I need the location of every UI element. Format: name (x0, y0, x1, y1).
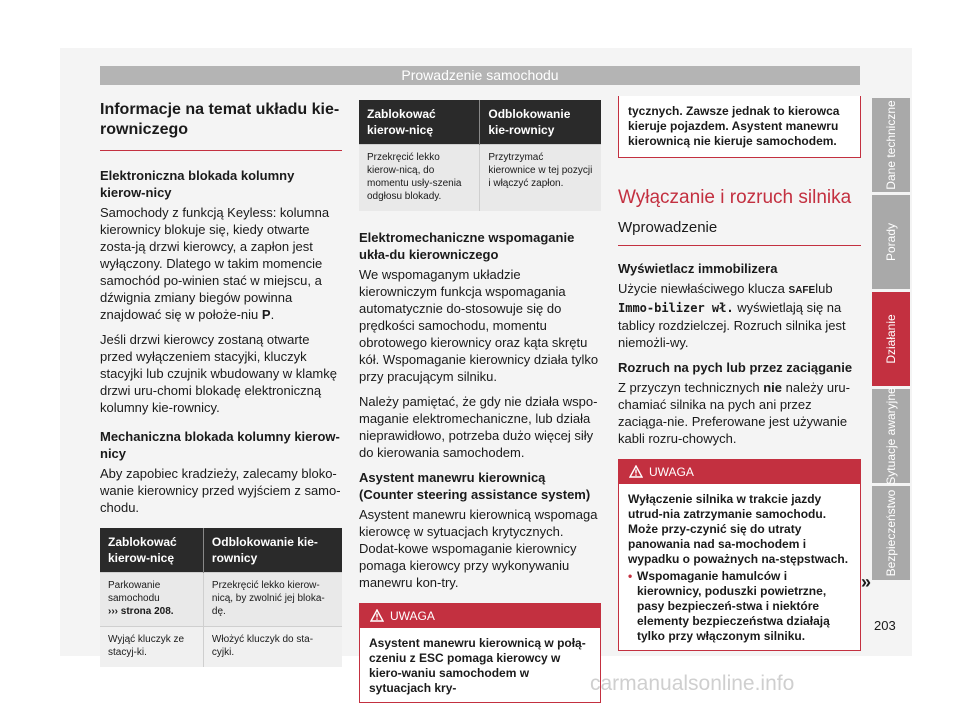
table-cell: Wyjąć kluczyk ze stacyj-ki. (100, 627, 203, 668)
immo-heading: Wyświetlacz immobilizera (618, 261, 778, 276)
push-start-heading: Rozruch na pych lub przez zaciąganie (618, 360, 853, 375)
chapter-title: Wyłączanie i rozruch silnika (618, 187, 852, 208)
table-cell: Włożyć kluczyk do sta-cyjki. (203, 627, 342, 668)
tab-sytuacje-awaryjne[interactable] (872, 389, 910, 483)
continue-arrow-icon: » (861, 572, 872, 592)
page-ref-link[interactable]: strona 208. (120, 606, 174, 617)
tab-porady[interactable] (872, 195, 910, 289)
table-header-lock: Zablokować kierow-nicę (100, 528, 203, 573)
bullet-text: Wspomaganie hamulców i kierownicy, poduszki powietrzne, pasy bezpieczeń-stwa i niektóre elementy bezpieczeństwa działają tylko przy włączonym silniku. (637, 569, 830, 643)
page-header: Prowadzenie samochodu (100, 66, 860, 85)
warning-label: UWAGA (649, 465, 694, 479)
gear-p: P (261, 307, 271, 322)
em-steering-heading: Elektromechaniczne wspomaganie ukła-du kierowniczego (359, 230, 575, 262)
immo-text-b: lub (815, 281, 833, 296)
warning-triangle-icon (370, 609, 384, 622)
table-row (359, 145, 601, 212)
table-row (100, 573, 342, 627)
warning-bullet (628, 569, 851, 644)
em-steering-paragraph-1: We wspomaganym układzie kierowniczym funkcja wspomagania automatycznie do-stosowuje się do prędkości samochodu, momentu obrotowego kierownicy oraz kąta skrętu kół. Wspomaganie kierownicy działa tylko przy pracującym silniku. (359, 267, 599, 384)
tab-label: Dane techniczne (884, 100, 898, 190)
warning-content (619, 484, 860, 650)
warning-header (619, 460, 860, 484)
table-row (100, 627, 342, 668)
column-3 (618, 96, 861, 651)
page-ref-marker: ››› (108, 606, 118, 617)
immo-paragraph (618, 280, 861, 351)
section-title: Wprowadzenie (618, 210, 861, 246)
push-text-b: należy uru-chamiać silnika na pych ani przez zaciąga-nie. Preferowane jest używanie kabli rozru-chowych. (618, 380, 850, 446)
elec-lock-paragraph-2: Jeśli drzwi kierowcy zostaną otwarte przed wyłączeniem stacyjki, kluczyk stacyjki lub czujnik wbudowany w klamkę drzwi uru-chomi blokadę elektroniczną kolumny kie-rownicy. (100, 332, 337, 415)
lock-table-2 (359, 100, 601, 211)
table-cell: Przytrzymać kierownice w tej pozycji i włączyć zapłon. (480, 145, 601, 212)
table-header-lock: Zablokować kierow-nicę (359, 100, 480, 145)
push-start-paragraph (618, 379, 861, 447)
tab-label: Działanie (884, 314, 898, 364)
mech-lock-heading: Mechaniczna blokada kolumny kierow-nicy (100, 429, 340, 461)
table-cell (100, 573, 203, 627)
tab-label: Sytuacje awaryjne (884, 387, 898, 485)
tab-label: Bezpieczeństwo (884, 489, 898, 577)
assist-heading: Asystent manewru kierownicą (Counter steering assistance system) (359, 470, 591, 502)
assist-paragraph: Asystent manewru kierownicą wspomaga kierowcę w sytuacjach krytycznych. Dodat-kowe wspomaganie kierownicy pomaga kierowcy przy wykonywaniu manewru kon-try. (359, 507, 598, 590)
immo-text-c: wyświetlają się na tablicy rozdzielczej. Rozruch silnika jest niemożli-wy. (618, 300, 846, 350)
push-text-bold: nie (763, 380, 783, 395)
page-number: 203 (874, 618, 896, 633)
watermark: carmanualsonline.info (590, 672, 795, 695)
tab-dzialanie[interactable] (872, 292, 910, 386)
warning-label: UWAGA (390, 609, 435, 623)
column-1 (100, 94, 342, 667)
warning-continuation: tycznych. Zawsze jednak to kierowca kieruje pojazdem. Asystent manewru kierownicą nie kieruje samochodem. (618, 96, 861, 158)
column-2 (359, 100, 601, 703)
table-cell: Przekręcić lekko kierow-nicą, do momentu usły-szenia odgłosu blokady. (359, 145, 480, 212)
topic-title: Informacje na temat układu kie-rowniczego (100, 94, 342, 151)
lock-table-1 (100, 528, 342, 667)
table-header-unlock: Odblokowanie kie-rownicy (480, 100, 601, 145)
elec-lock-text: Samochody z funkcją Keyless: kolumna kierownicy blokuje się, kiedy otwarte zosta-ją drzwi kierowcy, a zapłon jest wyłączony. Dlatego w takim momencie samochód po-winien stać w miejscu, a dźwignia zmiany biegów powinna znajdować się w położe-niu (100, 205, 330, 322)
warning-triangle-icon (629, 465, 643, 478)
tab-dane-techniczne[interactable] (872, 98, 910, 192)
immo-display-text: Immo-bilizer wł. (618, 301, 734, 315)
elec-lock-end: . (270, 307, 275, 322)
warning-box-2 (618, 459, 861, 651)
cell-text: Parkowanie samochodu (108, 580, 161, 604)
mech-lock-paragraph: Aby zapobiec kradzieży, zalecamy bloko-wanie kierownicy przed wyjściem z samo-chodu. (100, 466, 341, 515)
elec-lock-paragraph (100, 204, 342, 323)
elec-lock-heading: Elektroniczna blokada kolumny kierow-nicy (100, 168, 295, 200)
em-steering-paragraph-2: Należy pamiętać, że gdy nie działa wspo-maganie elektromechaniczne, lub działa nieprawidłowo, potrzeba dużo więcej siły do kierowania samochodem. (359, 394, 598, 460)
table-cell: Przekręcić lekko kierow-nicą, by zwolnić jej bloka-dę. (203, 573, 342, 627)
bullet-marker: • (628, 569, 633, 583)
warning-header (360, 604, 600, 628)
warning-paragraph: Wyłączenie silnika w trakcie jazdy utrud-nia zatrzymanie samochodu. Może przy-czynić się do utraty panowania nad sa-mochodem i wypadku o poważnych na-stępstwach. (628, 492, 849, 566)
immo-text-a: Użycie niewłaściwego klucza (618, 281, 785, 296)
push-text-a: Z przyczyn technicznych (618, 380, 760, 395)
tab-label: Porady (884, 222, 898, 262)
warning-box (359, 603, 601, 703)
section-tabs (872, 98, 910, 583)
tab-bezpieczenstwo[interactable] (872, 486, 910, 580)
table-header-unlock: Odblokowanie kie-rownicy (203, 528, 342, 573)
warning-text: Asystent manewru kierownicą w połą-czeniu z ESC pomaga kierowcy w kiero-waniu samochodem w sytuacjach kry- (369, 636, 586, 695)
safe-icon: SAFE (788, 285, 816, 296)
